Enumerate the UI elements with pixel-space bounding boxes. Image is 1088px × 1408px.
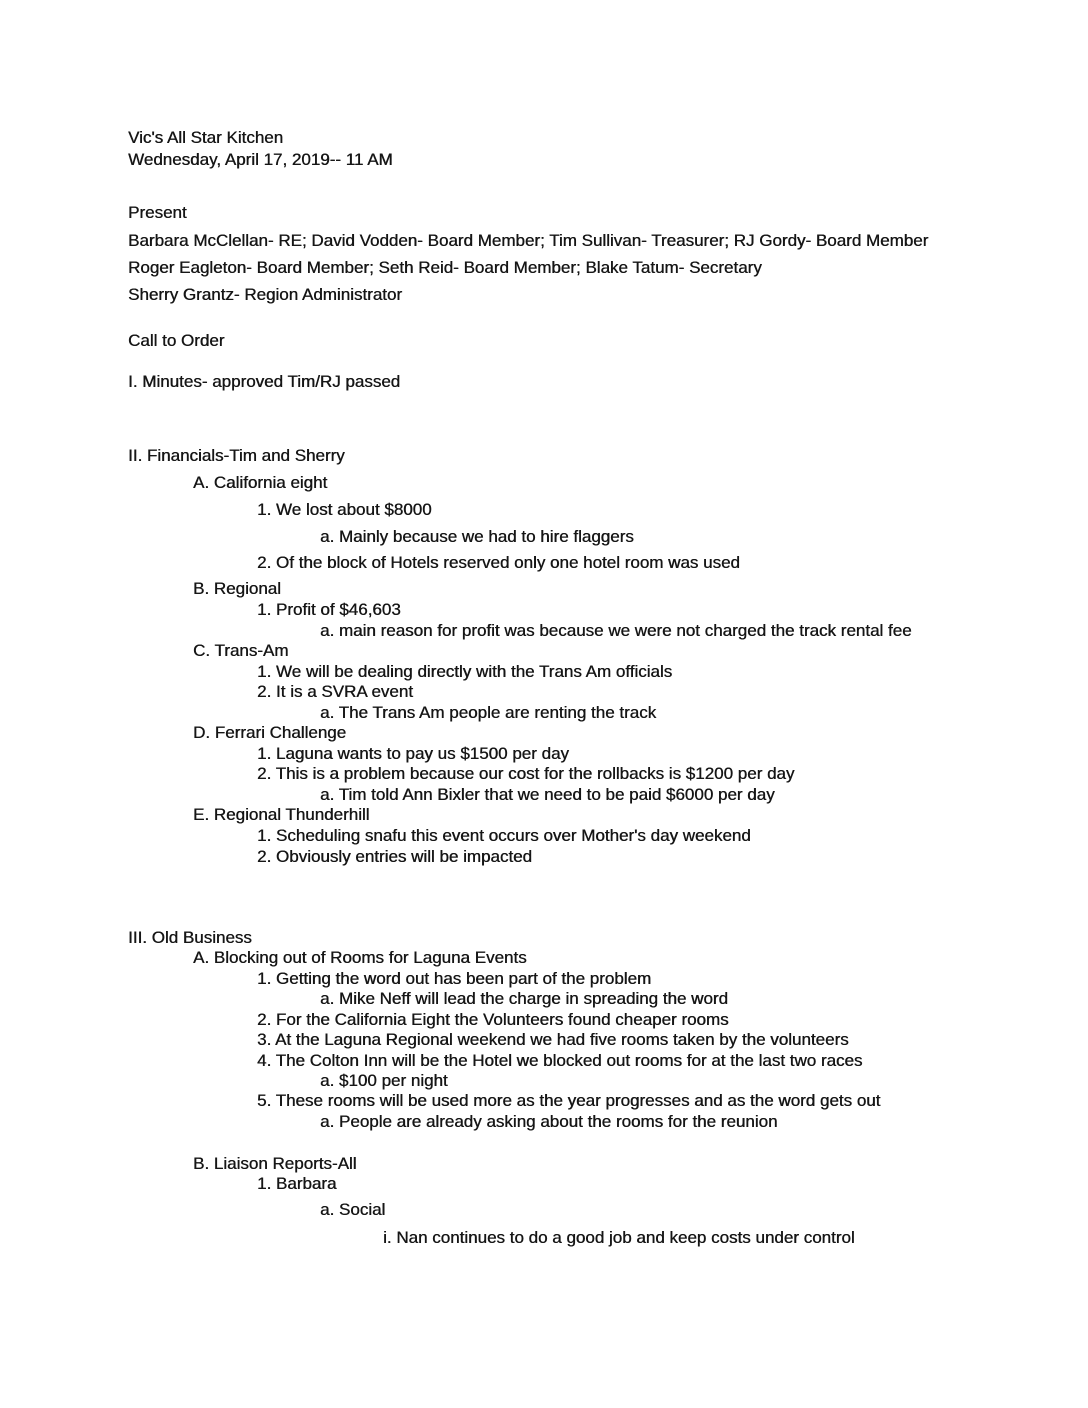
doc-line: a. $100 per night [320, 1071, 448, 1090]
doc-line: 4. The Colton Inn will be the Hotel we blocked out rooms for at the last two races [257, 1051, 863, 1070]
doc-line: I. Minutes- approved Tim/RJ passed [128, 372, 401, 391]
doc-line: 1. We lost about $8000 [257, 500, 432, 519]
doc-line: B. Liaison Reports-All [193, 1154, 357, 1173]
doc-line: Roger Eagleton- Board Member; Seth Reid- Board Member; Blake Tatum- Secretary [128, 258, 762, 277]
doc-line: E. Regional Thunderhill [193, 805, 370, 824]
doc-line: Sherry Grantz- Region Administrator [128, 285, 402, 304]
doc-line: 2. For the California Eight the Volunteers found cheaper rooms [257, 1010, 729, 1029]
doc-line: 2. This is a problem because our cost for the rollbacks is $1200 per day [257, 764, 795, 783]
doc-line: i. Nan continues to do a good job and keep costs under control [383, 1228, 855, 1247]
doc-line: Present [128, 203, 187, 222]
doc-line: 2. Obviously entries will be impacted [257, 847, 532, 866]
doc-line: a. The Trans Am people are renting the track [320, 703, 657, 722]
doc-line: B. Regional [193, 579, 281, 598]
doc-line: 1. Scheduling snafu this event occurs over Mother's day weekend [257, 826, 751, 845]
doc-line: a. Mainly because we had to hire flaggers [320, 527, 634, 546]
doc-line: C. Trans-Am [193, 641, 289, 660]
doc-line: 1. Getting the word out has been part of the problem [257, 969, 652, 988]
doc-line: 1. We will be dealing directly with the Trans Am officials [257, 662, 673, 681]
doc-line: 2. It is a SVRA event [257, 682, 413, 701]
doc-line: A. Blocking out of Rooms for Laguna Events [193, 948, 527, 967]
doc-line: 3. At the Laguna Regional weekend we had five rooms taken by the volunteers [257, 1030, 849, 1049]
doc-line: Vic's All Star Kitchen [128, 128, 284, 147]
doc-line: 5. These rooms will be used more as the year progresses and as the word gets out [257, 1091, 881, 1110]
doc-line: a. People are already asking about the rooms for the reunion [320, 1112, 778, 1131]
doc-line: 1. Barbara [257, 1174, 337, 1193]
doc-line: III. Old Business [128, 928, 252, 947]
doc-line: a. Social [320, 1200, 386, 1219]
doc-line: Call to Order [128, 331, 225, 350]
doc-line: Wednesday, April 17, 2019-- 11 AM [128, 150, 393, 169]
doc-line: a. Mike Neff will lead the charge in spreading the word [320, 989, 728, 1008]
doc-line: II. Financials-Tim and Sherry [128, 446, 345, 465]
doc-line: A. California eight [193, 473, 328, 492]
doc-line: 1. Profit of $46,603 [257, 600, 401, 619]
doc-line: a. main reason for profit was because we were not charged the track rental fee [320, 621, 912, 640]
doc-line: Barbara McClellan- RE; David Vodden- Board Member; Tim Sullivan- Treasurer; RJ Gordy- Board Member [128, 231, 929, 250]
doc-line: D. Ferrari Challenge [193, 723, 347, 742]
doc-line: 1. Laguna wants to pay us $1500 per day [257, 744, 569, 763]
doc-line: 2. Of the block of Hotels reserved only one hotel room was used [257, 553, 740, 572]
doc-line: a. Tim told Ann Bixler that we need to be paid $6000 per day [320, 785, 775, 804]
